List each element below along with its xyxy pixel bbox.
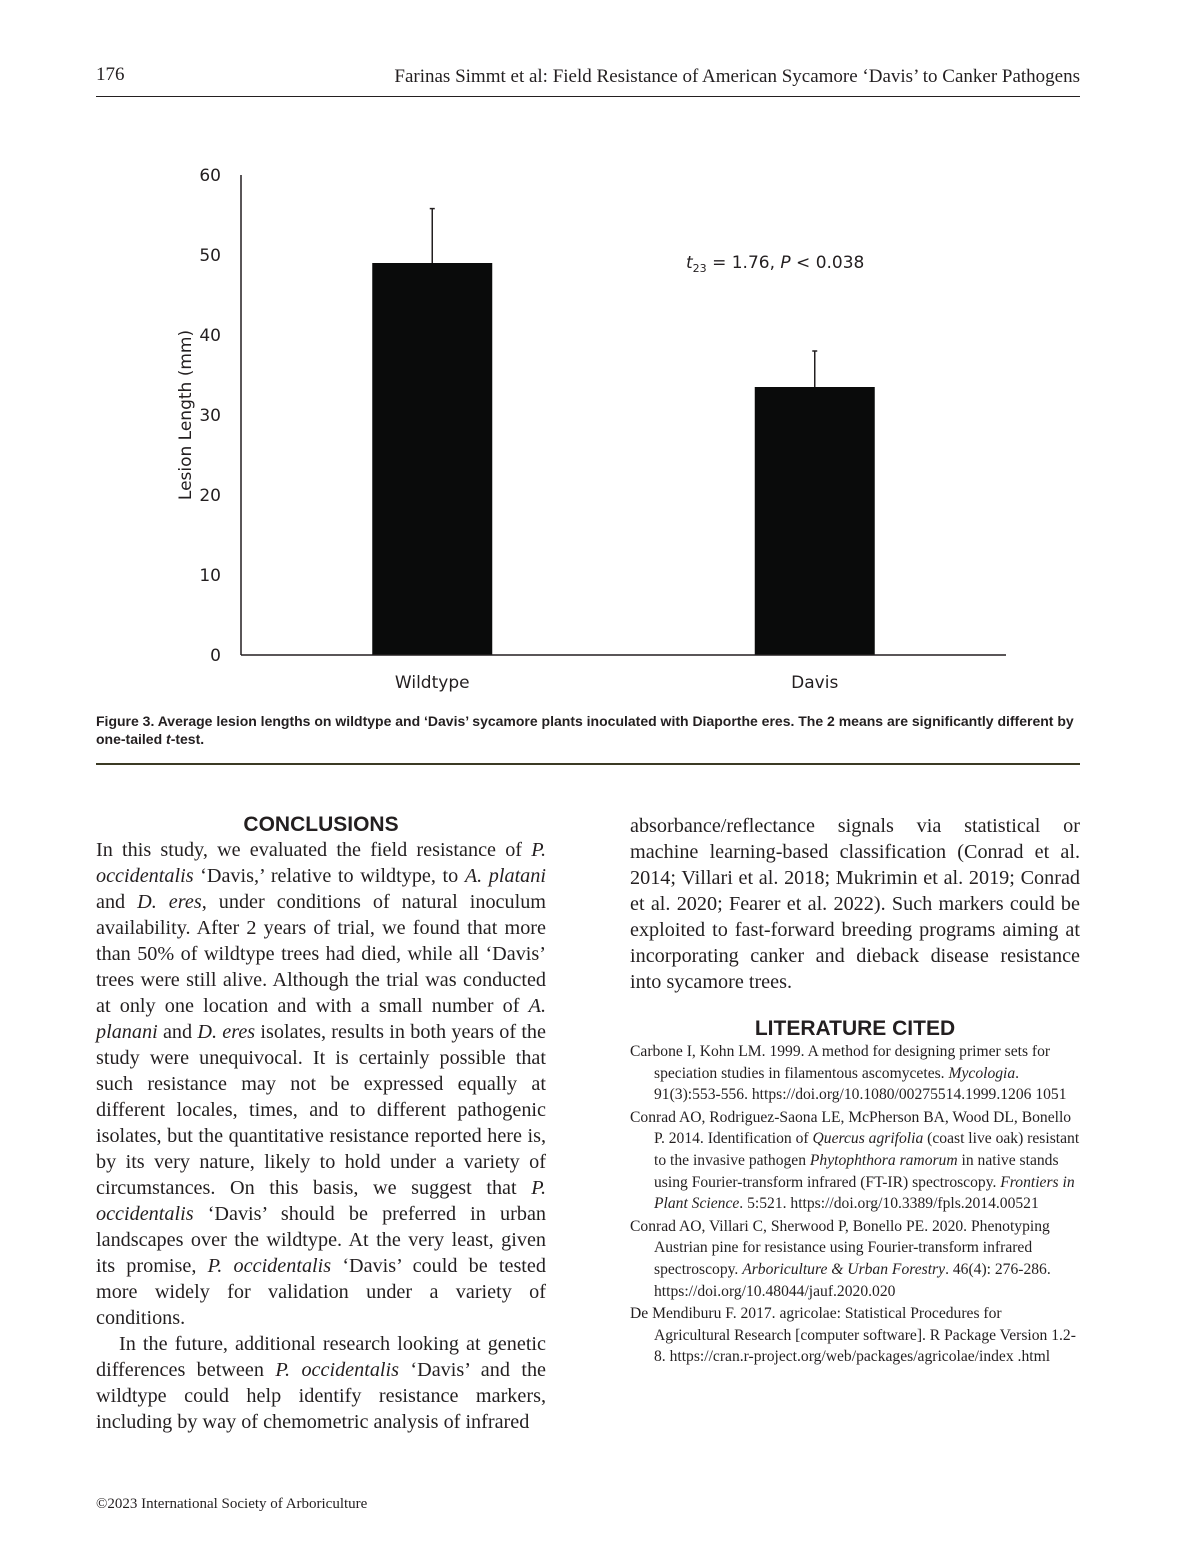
text-run: and (157, 1021, 198, 1043)
caption-text: Figure 3. Average lesion lengths on wildtype and ‘Davis’ sycamore plants inoculated with Diaporthe eres. The 2 means are significantly different by one-tailed (96, 713, 1074, 747)
bar-wildtype (372, 263, 492, 655)
bars (372, 263, 875, 655)
text-run: In the future, additional research looking at genetic differences between (96, 1333, 546, 1381)
lesion-length-bar-chart (96, 150, 1026, 705)
text-run: Carbone I, Kohn LM. 1999. A method for designing primer sets for speciation studies in filamentous ascomycetes. (630, 1043, 1051, 1082)
y-tick-label: 40 (199, 326, 221, 346)
reference-item (630, 1107, 1080, 1215)
caption-end: -test. (170, 731, 205, 747)
text-run: . 5:521. https://doi.org/10.3389/fpls.2014.00521 (739, 1195, 1039, 1213)
species-name: P. occidentalis (207, 1255, 332, 1277)
annotation-p: P (780, 253, 791, 273)
y-tick-label: 60 (199, 166, 221, 186)
journal-name: Arboriculture & Urban Forestry (742, 1260, 946, 1278)
species-name: P. occidentalis (96, 1177, 546, 1225)
reference-item (630, 1041, 1080, 1106)
species-name: A. platani (464, 865, 546, 887)
header-rule (96, 96, 1080, 97)
page-number: 176 (96, 64, 125, 85)
text-run: , under conditions of natural inoculum availability. After 2 years of trial, we found that more than 50% of wildtype trees had died, while all ‘Davis’ trees were still alive. Although the trial was conducted at only one location and with a small number of (96, 891, 547, 1017)
y-tick-label: 0 (210, 646, 221, 666)
y-tick-label: 30 (199, 406, 221, 426)
text-run: in native stands using Fourier-transform infrared (FT-IR) spectroscopy. (654, 1151, 1059, 1191)
text-run: Conrad AO, Villari C, Sherwood P, Bonello PE. 2020. Phenotyping Austrian pine for resistance using Fourier-transform infrared spectroscopy. (630, 1217, 1050, 1278)
annotation-value: = 1.76, (706, 253, 781, 273)
species-name: D. eres (137, 891, 202, 913)
journal-name: Frontiers in Plant Science (654, 1173, 1075, 1213)
text-run: (coast live oak) resistant to the invasive pathogen (654, 1130, 1080, 1169)
literature-cited-heading: LITERATURE CITED (754, 1017, 956, 1040)
reference-item (630, 1216, 1080, 1302)
y-tick-label: 20 (199, 486, 221, 506)
y-tick-label: 10 (199, 566, 221, 586)
x-tick-label: Wildtype (394, 673, 470, 693)
species-name: Phytophthora ramorum (809, 1151, 958, 1169)
text-run: ‘Davis’ could be tested more widely for validation under a variety of conditions. (96, 1255, 546, 1329)
y-tick-label: 50 (199, 246, 221, 266)
conclusions-paragraph-2-start (96, 1331, 546, 1435)
t-test-annotation (686, 253, 864, 275)
caption-rule (96, 763, 1080, 765)
y-axis-tick-labels (199, 166, 221, 666)
text-run: ‘Davis’ should be preferred in urban landscapes over the wildtype. At the very least, given its promise, (96, 1203, 546, 1277)
right-column (630, 813, 1080, 1369)
y-axis-label: Lesion Length (mm) (176, 329, 196, 501)
text-run: De Mendiburu F. 2017. agricolae: Statistical Procedures for Agricultural Research [computer software]. R Package Version 1.2-8. https://cran.r-project.org/web/packages/agricolae/index .html (630, 1305, 1076, 1366)
reference-item (630, 1303, 1080, 1368)
conclusions-paragraph-1 (96, 837, 546, 1331)
copyright-footer: ©2023 International Society of Arboriculture (96, 1496, 368, 1512)
journal-name: Mycologia (948, 1064, 1016, 1082)
text-run: ‘Davis,’ relative to wildtype, to (193, 865, 465, 887)
x-axis-tick-labels (395, 673, 839, 693)
figure-caption (96, 712, 1086, 748)
text-run: isolates, results in both years of the study were unequivocal. It is certainly possible that such resistance may not be expressed equally at different locales, times, and to different pathogenic isolates, but the quantitative resistance reported here is, by its very nature, likely to hold under a variety of circumstances. On this basis, we suggest that (96, 1021, 546, 1199)
conclusions-heading: CONCLUSIONS (243, 813, 399, 836)
x-tick-label: Davis (791, 673, 839, 693)
caption-italic-t: t (166, 731, 171, 747)
bar-davis (755, 387, 875, 655)
species-name: D. eres (197, 1021, 256, 1043)
text-run: Conrad AO, Rodriguez-Saona LE, McPherson BA, Wood DL, Bonello P. 2014. Identification of (630, 1108, 1072, 1148)
running-title: Farinas Simmt et al: Field Resistance of American Sycamore ‘Davis’ to Canker Pathogens (394, 66, 1080, 87)
annotation-subscript: 23 (692, 262, 707, 275)
text-run: . 46(4): 276-286. https://doi.org/10.48044/jauf.2020.020 (654, 1260, 1051, 1300)
text-run: . 91(3):553-556. https://doi.org/10.1080/00275514.1999.1206 1051 (654, 1064, 1067, 1104)
species-name: P. occidentalis (96, 839, 546, 887)
species-name: Quercus agrifolia (812, 1130, 924, 1148)
species-name: A. planani (96, 995, 546, 1043)
text-run: and (96, 891, 138, 913)
left-column (96, 813, 546, 1435)
annotation-threshold: < 0.038 (790, 253, 865, 273)
text-run: In this study, we evaluated the field resistance of (96, 839, 532, 861)
conclusions-paragraph-2-continued: absorbance/reflectance signals via statistical or machine learning-based classification (Conrad et al. 2014; Villari et al. 2018; Mukrimin et al. 2019; Conrad et al. 2020; Fearer et al. 2022). Such markers could be exploited to fast-forward breeding programs aiming at incorporating canker and dieback disease resistance into sycamore trees. (630, 815, 1080, 993)
text-run: ‘Davis’ and the wildtype could help identify resistance markers, including by way of chemometric analysis of infrared (96, 1359, 546, 1433)
species-name: P. occidentalis (275, 1359, 400, 1381)
annotation-t: t (686, 253, 693, 273)
